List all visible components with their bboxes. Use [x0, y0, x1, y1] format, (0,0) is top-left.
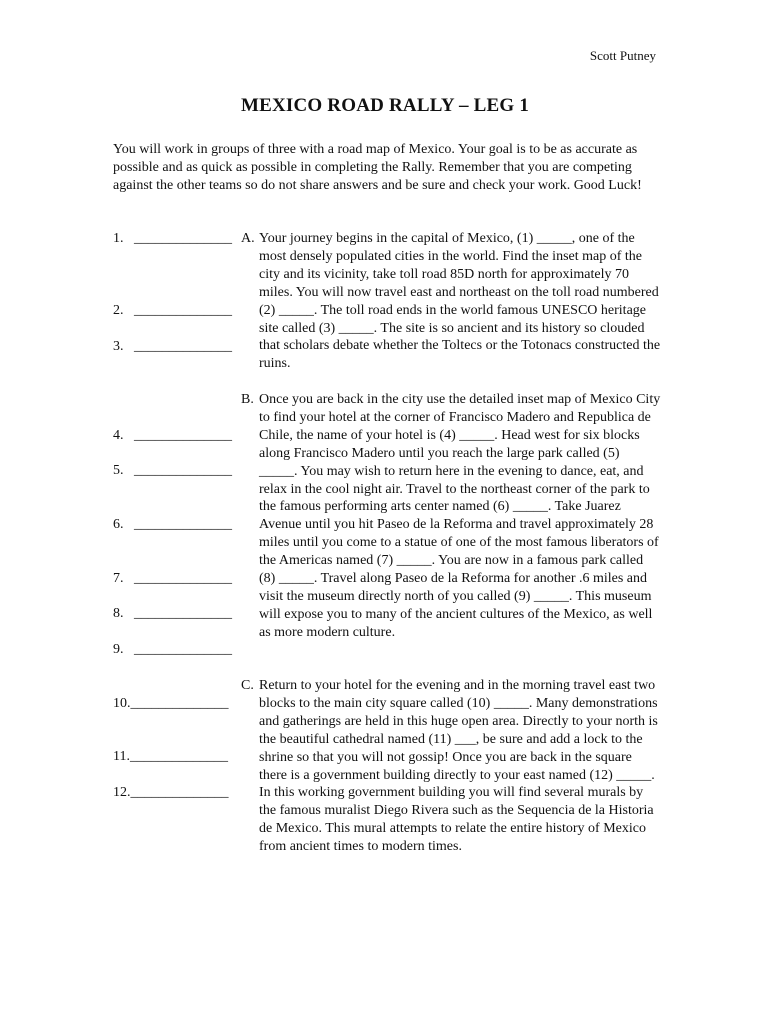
section-text: Your journey begins in the capital of Mexico, (1) _____, one of the most densely populated cities in the world. Find the inset map of the city and its vicinity, take toll road 85D north for approximately 70 miles. You will now travel east and northeast on the toll road numbered (2) _____. The toll road ends in the world famous UNESCO heritage site called (3) _____. The site is so ancient and its history so clouded that scholars debate whether the Toltecs or the Totonacs constructed the ruins.	[259, 231, 661, 372]
section-text: Return to your hotel for the evening and in the morning travel east two blocks to the main city square called (10) _____. Many demonstrations and gatherings are held in this huge open area. Directly to your north is the beautiful cathedral named (11) ___, be sure and add a lock to the shrine so that you will not gossip! Once you are back in the square there is a government building directly to your east named (12) _____. In this working government building you will find several murals by the famous muralist Diego Rivera such as the Sequencia de la Historia de Mexico. This mural attempts to relate the entire history of Mexico from ancient times to modern times.	[259, 678, 658, 855]
answer-blank-1[interactable]: 1. ______________	[113, 231, 232, 246]
section-b	[241, 391, 661, 642]
answer-blank-9[interactable]: 9. ______________	[113, 642, 232, 657]
answer-blank-11[interactable]: 11.______________	[113, 749, 228, 764]
answer-blank-5[interactable]: 5. ______________	[113, 463, 232, 478]
answer-blank-12[interactable]: 12.______________	[113, 785, 229, 800]
section-letter: C.	[241, 678, 254, 693]
section-c	[241, 677, 661, 856]
intro-paragraph: You will work in groups of three with a road map of Mexico. Your goal is to be as accurate as possible and as quick as possible in completing the Rally. Remember that you are competing against the other teams so do not share answers and be sure and check your work. Good Luck!	[113, 142, 642, 193]
section-a	[241, 230, 661, 373]
author-name: Scott Putney	[589, 48, 656, 63]
section-text: Once you are back in the city use the detailed inset map of Mexico City to find your hotel at the corner of Francisco Madero and Republica de Chile, the name of your hotel is (4) _____. Head west for six blocks along Francisco Madero until you reach the large park called (5) _____. You may wish to return here in the evening to dance, eat, and relax in the cool night air. Travel to the northeast corner of the park to the famous performing arts center named (6) _____. Take Juarez Avenue until you hit Paseo de la Reforma and travel approximately 28 miles until you come to a statue of one of the most famous liberators of the Americas named (7) _____. You are now in a famous park called (8) _____. Travel along Paseo de la Reforma for another .6 miles and visit the museum directly north of you called (9) _____. This museum will expose you to many of the ancient cultures of the Mexico, as well as more modern culture.	[259, 392, 661, 640]
section-letter: A.	[241, 231, 255, 246]
answer-blank-3[interactable]: 3. ______________	[113, 339, 232, 354]
answer-blank-8[interactable]: 8. ______________	[113, 606, 232, 621]
answer-blank-10[interactable]: 10.______________	[113, 696, 229, 711]
section-letter: B.	[241, 392, 254, 407]
answer-blank-7[interactable]: 7. ______________	[113, 571, 232, 586]
answer-blank-4[interactable]: 4. ______________	[113, 428, 232, 443]
answer-blank-2[interactable]: 2. ______________	[113, 303, 232, 318]
page-title: MEXICO ROAD RALLY – LEG 1	[240, 95, 530, 116]
answer-blank-6[interactable]: 6. ______________	[113, 517, 232, 532]
